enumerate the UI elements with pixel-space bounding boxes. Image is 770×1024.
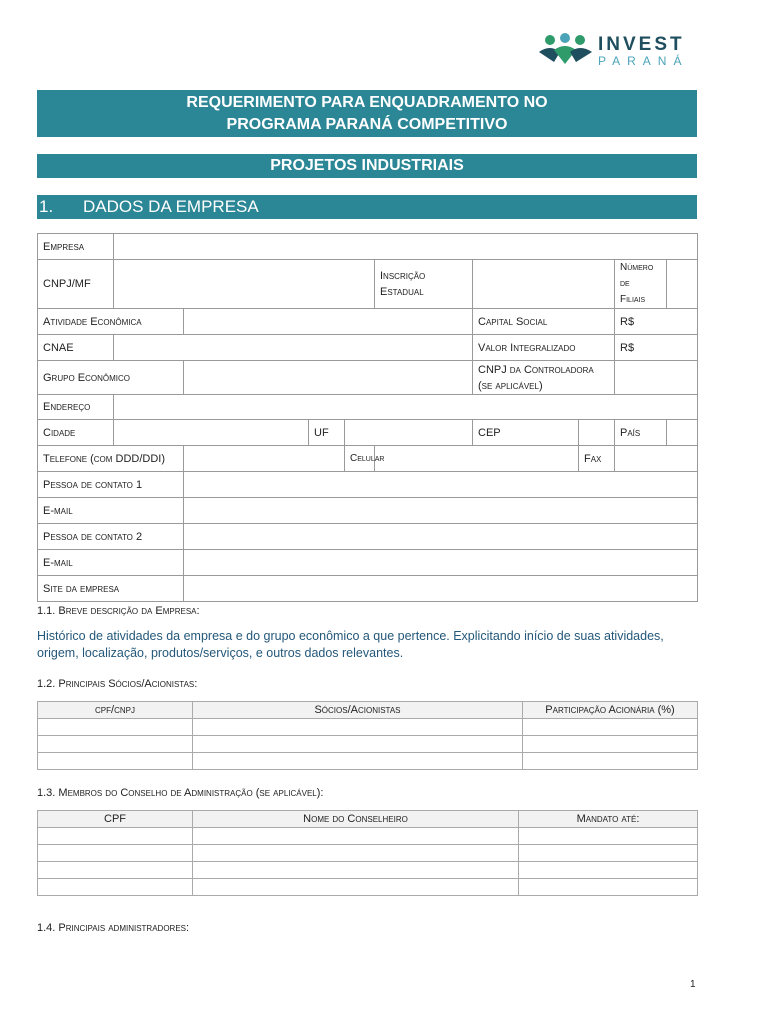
table-cell[interactable] bbox=[38, 736, 193, 753]
section-1-number: 1. bbox=[39, 197, 54, 216]
label-cnae: CNAE bbox=[38, 335, 114, 361]
field-telefone[interactable] bbox=[184, 446, 345, 472]
field-inscricao-estadual[interactable] bbox=[473, 260, 615, 309]
field-email-2[interactable] bbox=[184, 550, 698, 576]
table-row bbox=[38, 879, 698, 896]
table-cell[interactable] bbox=[519, 862, 698, 879]
section-1-title: DADOS DA EMPRESA bbox=[83, 197, 259, 216]
field-site[interactable] bbox=[184, 576, 698, 602]
field-cnpj-controladora[interactable] bbox=[615, 361, 698, 395]
table-row bbox=[38, 828, 698, 845]
table-cell[interactable] bbox=[193, 736, 523, 753]
field-cnae[interactable] bbox=[114, 335, 473, 361]
field-pessoa-contato-1[interactable] bbox=[184, 472, 698, 498]
socios-table bbox=[37, 701, 698, 770]
label-cnpj-controladora: CNPJ da Controladora (se aplicável) bbox=[473, 361, 615, 395]
table-cell[interactable] bbox=[38, 719, 193, 736]
label-email-2: E-mail bbox=[38, 550, 184, 576]
conselho-col-mandato: Mandato até: bbox=[519, 811, 698, 828]
label-empresa: Empresa bbox=[38, 234, 114, 260]
table-row bbox=[38, 753, 698, 770]
field-valor-integralizado[interactable]: R$ bbox=[615, 335, 698, 361]
label-atividade-economica: Atividade Econômica bbox=[38, 309, 184, 335]
socios-col-nome: Sócios/Acionistas bbox=[193, 702, 523, 719]
socios-col-cpf: cpf/cnpj bbox=[38, 702, 193, 719]
table-cell[interactable] bbox=[193, 845, 519, 862]
field-fax[interactable] bbox=[615, 446, 698, 472]
conselho-col-cpf: CPF bbox=[38, 811, 193, 828]
label-pais: País bbox=[615, 420, 667, 446]
field-numero-filiais[interactable] bbox=[667, 260, 698, 309]
label-telefone: Telefone (com DDD/DDI) bbox=[38, 446, 184, 472]
table-cell[interactable] bbox=[193, 879, 519, 896]
table-row bbox=[38, 845, 698, 862]
section-1-1-heading: 1.1. Breve descrição da Empresa: bbox=[37, 605, 200, 617]
section-1-4-heading: 1.4. Principais administradores: bbox=[37, 922, 190, 934]
section-1-2-heading: 1.2. Principais Sócios/Acionistas: bbox=[37, 678, 198, 690]
field-uf[interactable] bbox=[345, 420, 473, 446]
conselho-table bbox=[37, 810, 698, 896]
table-row bbox=[38, 719, 698, 736]
table-cell[interactable] bbox=[193, 753, 523, 770]
field-capital-social[interactable]: R$ bbox=[615, 309, 698, 335]
section-1-header bbox=[37, 195, 697, 219]
label-cep: CEP bbox=[473, 420, 579, 446]
logo-word-invest: INVEST bbox=[598, 34, 685, 55]
section-1-1-description: Histórico de atividades da empresa e do grupo econômico a que pertence. Explicitando início de suas atividades, origem, localização, produtos/serviços, e outros dados relevantes. bbox=[37, 629, 664, 660]
table-cell[interactable] bbox=[193, 719, 523, 736]
label-grupo-economico: Grupo Econômico bbox=[38, 361, 184, 395]
conselho-col-nome: Nome do Conselheiro bbox=[193, 811, 519, 828]
document-subtitle: PROJETOS INDUSTRIAIS bbox=[37, 154, 697, 178]
table-cell[interactable] bbox=[519, 845, 698, 862]
label-valor-integralizado: Valor Integralizado bbox=[473, 335, 615, 361]
table-cell[interactable] bbox=[38, 828, 193, 845]
field-email-1[interactable] bbox=[184, 498, 698, 524]
section-1-3-heading: 1.3. Membros do Conselho de Administração (se aplicável): bbox=[37, 787, 324, 799]
field-endereco[interactable] bbox=[114, 395, 698, 420]
label-fax: Fax bbox=[579, 446, 615, 472]
table-cell[interactable] bbox=[523, 753, 698, 770]
title-line-1: REQUERIMENTO PARA ENQUADRAMENTO NO bbox=[186, 94, 548, 111]
table-cell[interactable] bbox=[193, 828, 519, 845]
label-site: Site da empresa bbox=[38, 576, 184, 602]
label-email-1: E-mail bbox=[38, 498, 184, 524]
field-grupo-economico[interactable] bbox=[184, 361, 473, 395]
field-cep[interactable] bbox=[579, 420, 615, 446]
field-pessoa-contato-2[interactable] bbox=[184, 524, 698, 550]
label-inscricao-estadual: Inscrição Estadual bbox=[375, 260, 473, 309]
table-cell[interactable] bbox=[38, 879, 193, 896]
label-pessoa-contato-1: Pessoa de contato 1 bbox=[38, 472, 184, 498]
title-line-2: PROGRAMA PARANÁ COMPETITIVO bbox=[226, 116, 508, 133]
label-cnpj: CNPJ/MF bbox=[38, 260, 114, 309]
table-row bbox=[38, 862, 698, 879]
table-cell[interactable] bbox=[38, 753, 193, 770]
label-endereco: Endereço bbox=[38, 395, 114, 420]
field-cnpj[interactable] bbox=[114, 260, 375, 309]
label-pessoa-contato-2: Pessoa de contato 2 bbox=[38, 524, 184, 550]
logo-word-parana: PARANÁ bbox=[598, 54, 689, 68]
field-celular[interactable] bbox=[375, 446, 579, 472]
invest-parana-logo bbox=[536, 30, 706, 70]
company-data-form bbox=[37, 233, 698, 602]
label-capital-social: Capital Social bbox=[473, 309, 615, 335]
table-cell[interactable] bbox=[523, 736, 698, 753]
document-title bbox=[37, 90, 697, 137]
table-cell[interactable] bbox=[519, 828, 698, 845]
label-numero-filiais: Número de Filiais bbox=[615, 260, 667, 309]
label-celular: Celular bbox=[345, 446, 375, 472]
table-cell[interactable] bbox=[38, 845, 193, 862]
table-cell[interactable] bbox=[38, 862, 193, 879]
table-cell[interactable] bbox=[523, 719, 698, 736]
page-number: 1 bbox=[690, 979, 696, 990]
table-cell[interactable] bbox=[193, 862, 519, 879]
field-cidade[interactable] bbox=[114, 420, 309, 446]
field-empresa[interactable] bbox=[114, 234, 698, 260]
logo-people-icon bbox=[536, 30, 596, 70]
table-row bbox=[38, 736, 698, 753]
field-atividade-economica[interactable] bbox=[184, 309, 473, 335]
label-uf: UF bbox=[309, 420, 345, 446]
field-pais[interactable] bbox=[667, 420, 698, 446]
socios-col-participacao: Participação Acionária (%) bbox=[523, 702, 698, 719]
label-cidade: Cidade bbox=[38, 420, 114, 446]
table-cell[interactable] bbox=[519, 879, 698, 896]
